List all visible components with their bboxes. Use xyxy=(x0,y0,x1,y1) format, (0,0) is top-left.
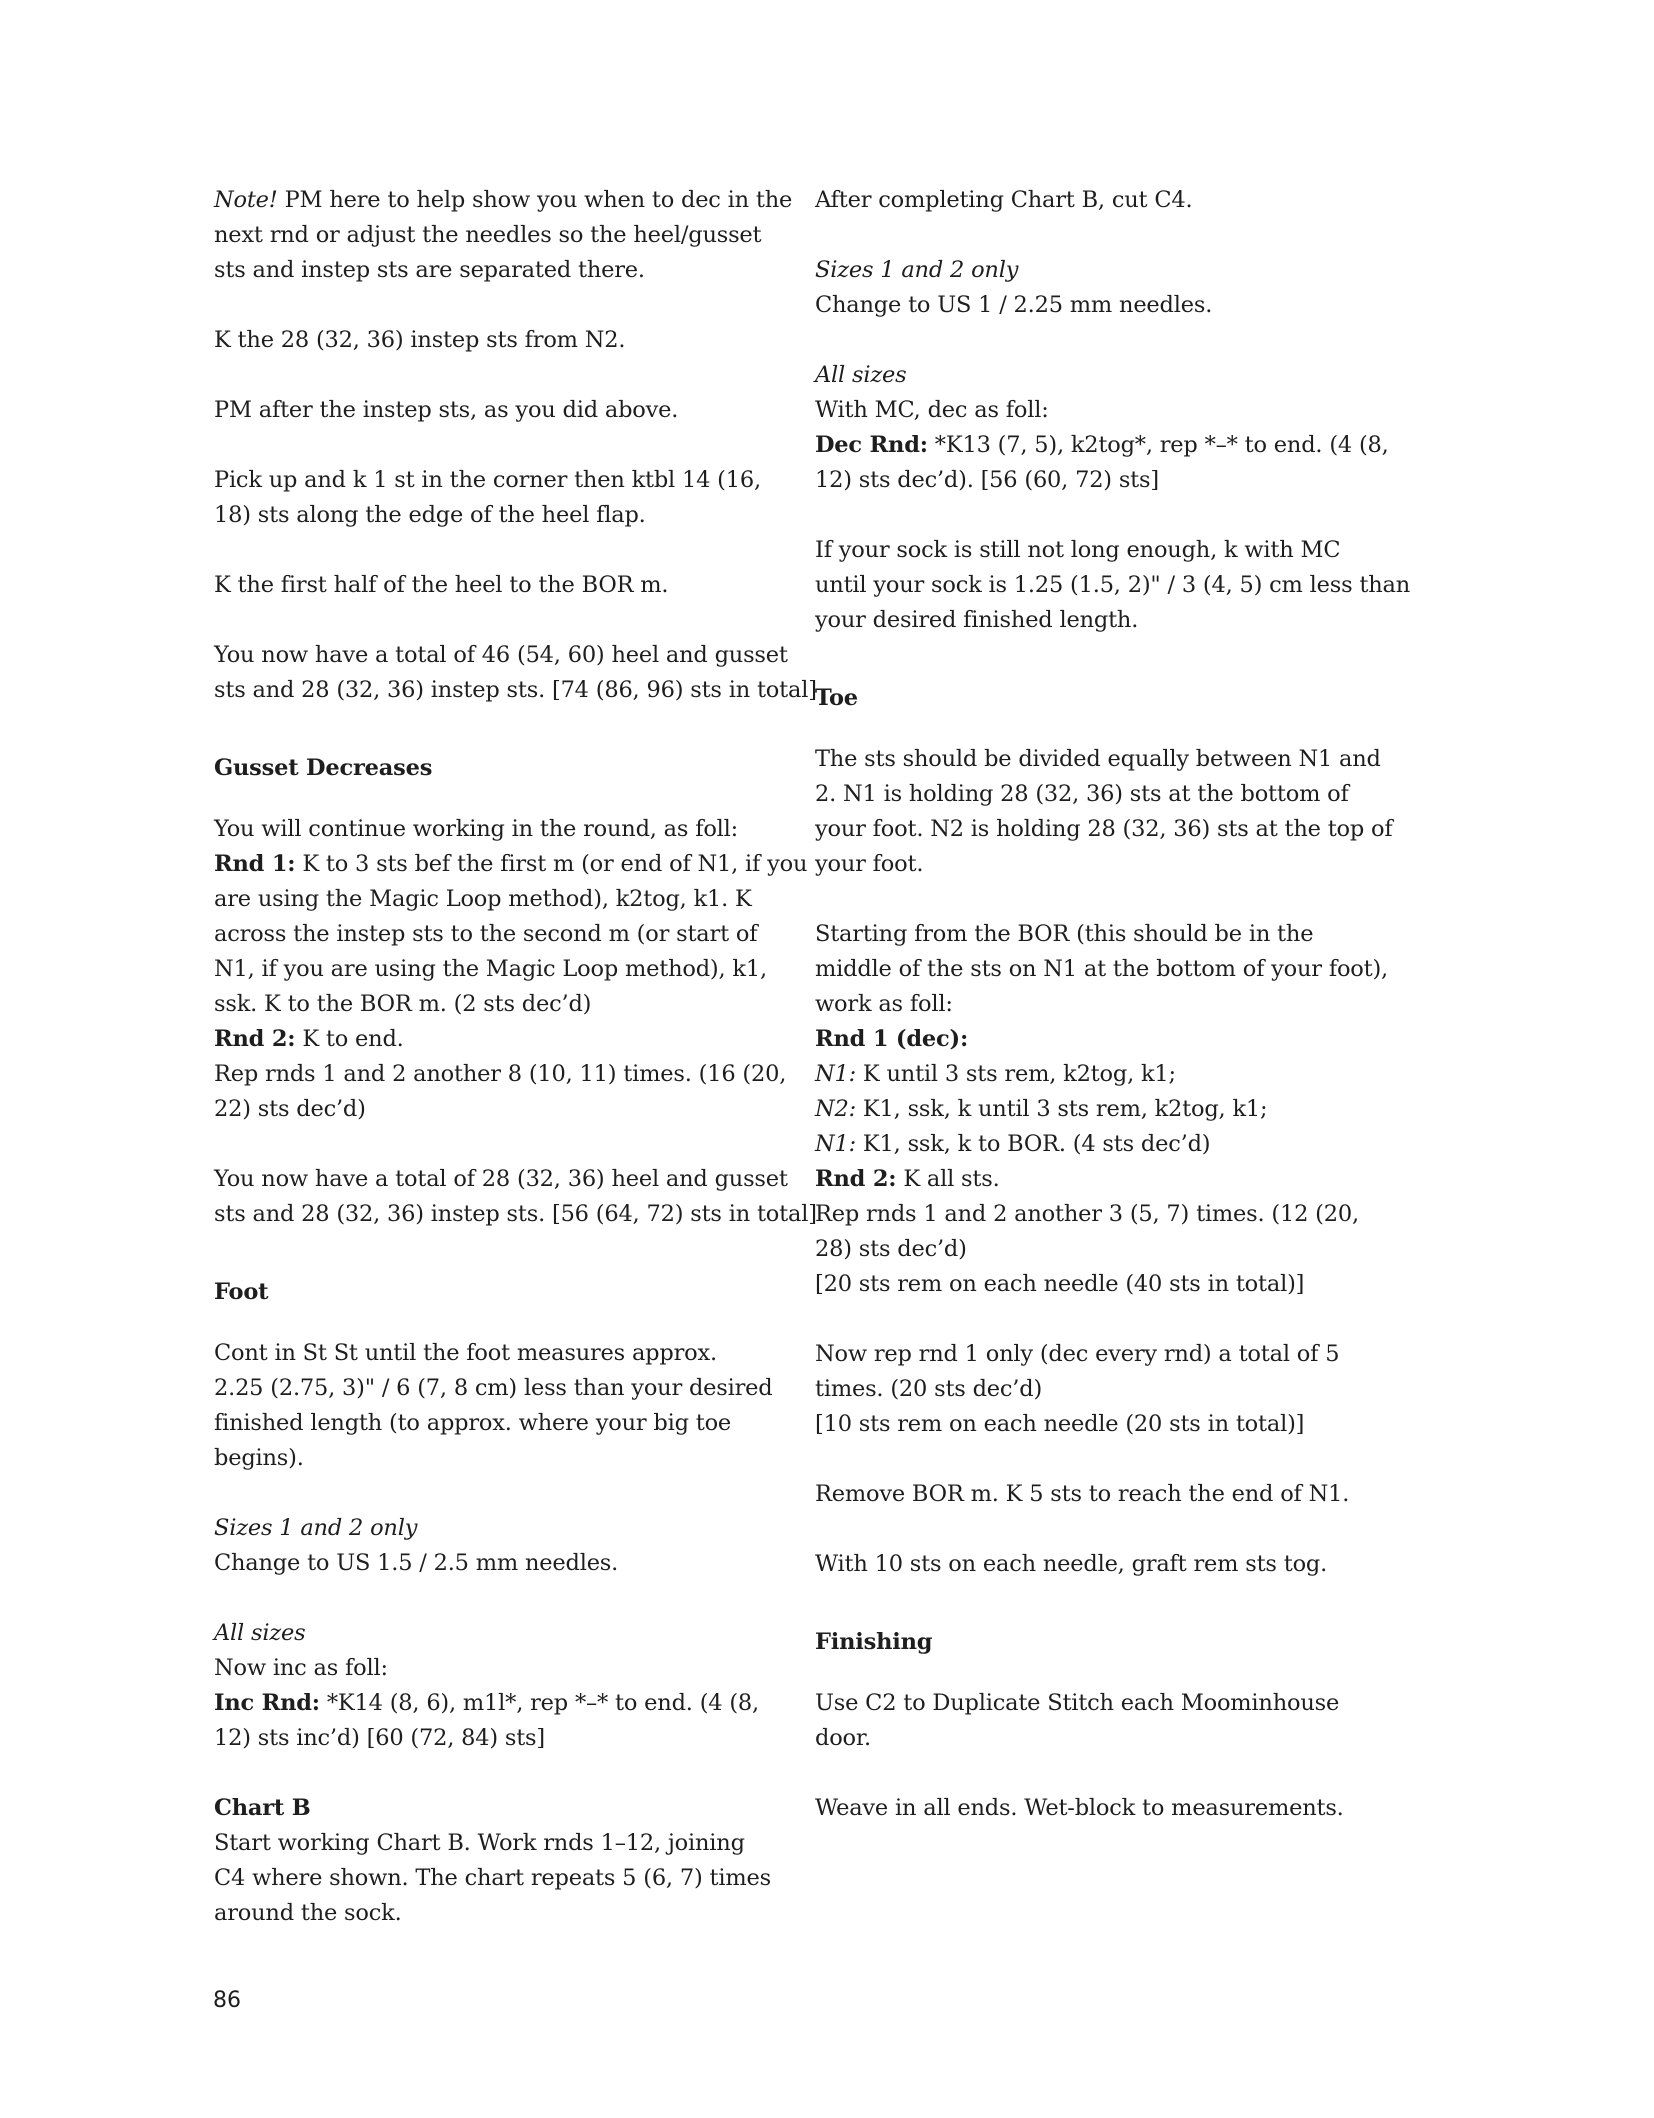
foot-inc: All sizes Now inc as foll: Inc Rnd: *K14 (8, 6), m1l*, rep *–* to end. (4 (8, 12) sts inc’d) [60 (72, 84) sts] xyxy=(214,1620,759,1751)
toe-rnd2-label: Rnd 2: xyxy=(815,1166,897,1192)
page-number: 86 xyxy=(213,1988,241,2013)
foot-heading: Foot xyxy=(214,1279,269,1305)
toe-heading: Toe xyxy=(815,685,858,711)
finishing-weave: Weave in all ends. Wet-block to measurements. xyxy=(815,1795,1344,1821)
left-column xyxy=(214,183,817,1931)
gusset-total: You now have a total of 28 (32, 36) heel and gusset sts and 28 (32, 36) instep sts. [56 (64, 72) sts in total] xyxy=(214,1166,817,1227)
foot-sizes: Sizes 1 and 2 only Change to US 1.5 / 2.5 mm needles. xyxy=(214,1515,619,1576)
rnd1-label: Rnd 1: xyxy=(214,851,296,877)
pickup-paragraph: Pick up and k 1 st in the corner then ktbl 14 (16, 18) sts along the edge of the heel flap. xyxy=(214,467,761,528)
gusset-instructions: You will continue working in the round, as foll: Rnd 1: K to 3 sts bef the first m (or end of N1, if you are using the Magic Loop method), k2tog, k1. K across the instep sts to the second m (or start of N1, if you are using the Magic Loop method), k1, ssk. K to the BOR m. (2 sts dec’d) Rnd 2: K to end. Rep rnds 1 and 2 another 8 (10, 11) times. (16 (20, 22) sts dec’d) xyxy=(214,816,808,1122)
note-paragraph: Note! PM here to help show you when to dec in the next rnd or adjust the needles so the heel/gusset sts and instep sts are separated there. xyxy=(214,187,793,283)
toe-rnd1-label: Rnd 1 (dec): xyxy=(815,1026,969,1052)
gusset-heading: Gusset Decreases xyxy=(214,755,433,781)
chart-b-complete: After completing Chart B, cut C4. xyxy=(815,187,1193,213)
foot-instructions: Cont in St St until the foot measures approx. 2.25 (2.75, 3)" / 6 (7, 8 cm) less than your desired finished length (to approx. where your big toe begins). xyxy=(214,1340,773,1471)
pm-paragraph: PM after the instep sts, as you did above. xyxy=(214,397,679,423)
toe-divide: The sts should be divided equally between N1 and 2. N1 is holding 28 (32, 36) sts at the bottom of your foot. N2 is holding 28 (32, 36) sts at the top of your foot. xyxy=(815,746,1393,877)
length-paragraph: If your sock is still not long enough, k with MC until your sock is 1.25 (1.5, 2)" / 3 (4, 5) cm less than your desired finished length. xyxy=(815,537,1411,633)
toe-remove: Remove BOR m. K 5 sts to reach the end of N1. xyxy=(815,1481,1350,1507)
toe-graft: With 10 sts on each needle, graft rem sts tog. xyxy=(815,1551,1328,1577)
right-dec: All sizes With MC, dec as foll: Dec Rnd: *K13 (7, 5), k2tog*, rep *–* to end. (4 (8, 12) sts dec’d). [56 (60, 72) sts] xyxy=(815,362,1389,493)
total-paragraph: You now have a total of 46 (54, 60) heel and gusset sts and 28 (32, 36) instep sts. [74 (86, 96) sts in total] xyxy=(214,642,817,703)
right-sizes: Sizes 1 and 2 only Change to US 1 / 2.25 mm needles. xyxy=(815,257,1213,318)
instep-paragraph: K the 28 (32, 36) instep sts from N2. xyxy=(214,327,626,353)
heel-half-paragraph: K the first half of the heel to the BOR m. xyxy=(214,572,669,598)
chart-b-section: Chart B Start working Chart B. Work rnds 1–12, joining C4 where shown. The chart repeats 5 (6, 7) times around the sock. xyxy=(214,1791,774,1931)
rnd2-label: Rnd 2: xyxy=(214,1026,296,1052)
note-label: Note! xyxy=(214,187,278,213)
toe-rounds: Starting from the BOR (this should be in the middle of the sts on N1 at the bottom of your foot), work as foll: Rnd 1 (dec): N1: K until 3 sts rem, k2tog, k1; N2: K1, ssk, k until 3 sts rem, k2tog, k1; N1: K1, ssk, k to BOR. (4 sts dec’d) Rnd 2: K all sts. Rep rnds 1 and 2 another 3 (5, 7) times. (12 (20, 28) sts dec’d) [20 sts rem on each needle (40 sts in total)] xyxy=(815,921,1389,1297)
inc-rnd-label: Inc Rnd: xyxy=(214,1690,320,1716)
right-column xyxy=(815,183,1411,1826)
toe-repeat: Now rep rnd 1 only (dec every rnd) a total of 5 times. (20 sts dec’d) [10 sts rem on each needle (20 sts in total)] xyxy=(815,1341,1340,1437)
finishing-duplicate: Use C2 to Duplicate Stitch each Moominhouse door. xyxy=(815,1690,1340,1751)
chart-b-heading: Chart B xyxy=(214,1795,311,1821)
dec-rnd-label: Dec Rnd: xyxy=(815,432,928,458)
finishing-heading: Finishing xyxy=(815,1629,933,1655)
